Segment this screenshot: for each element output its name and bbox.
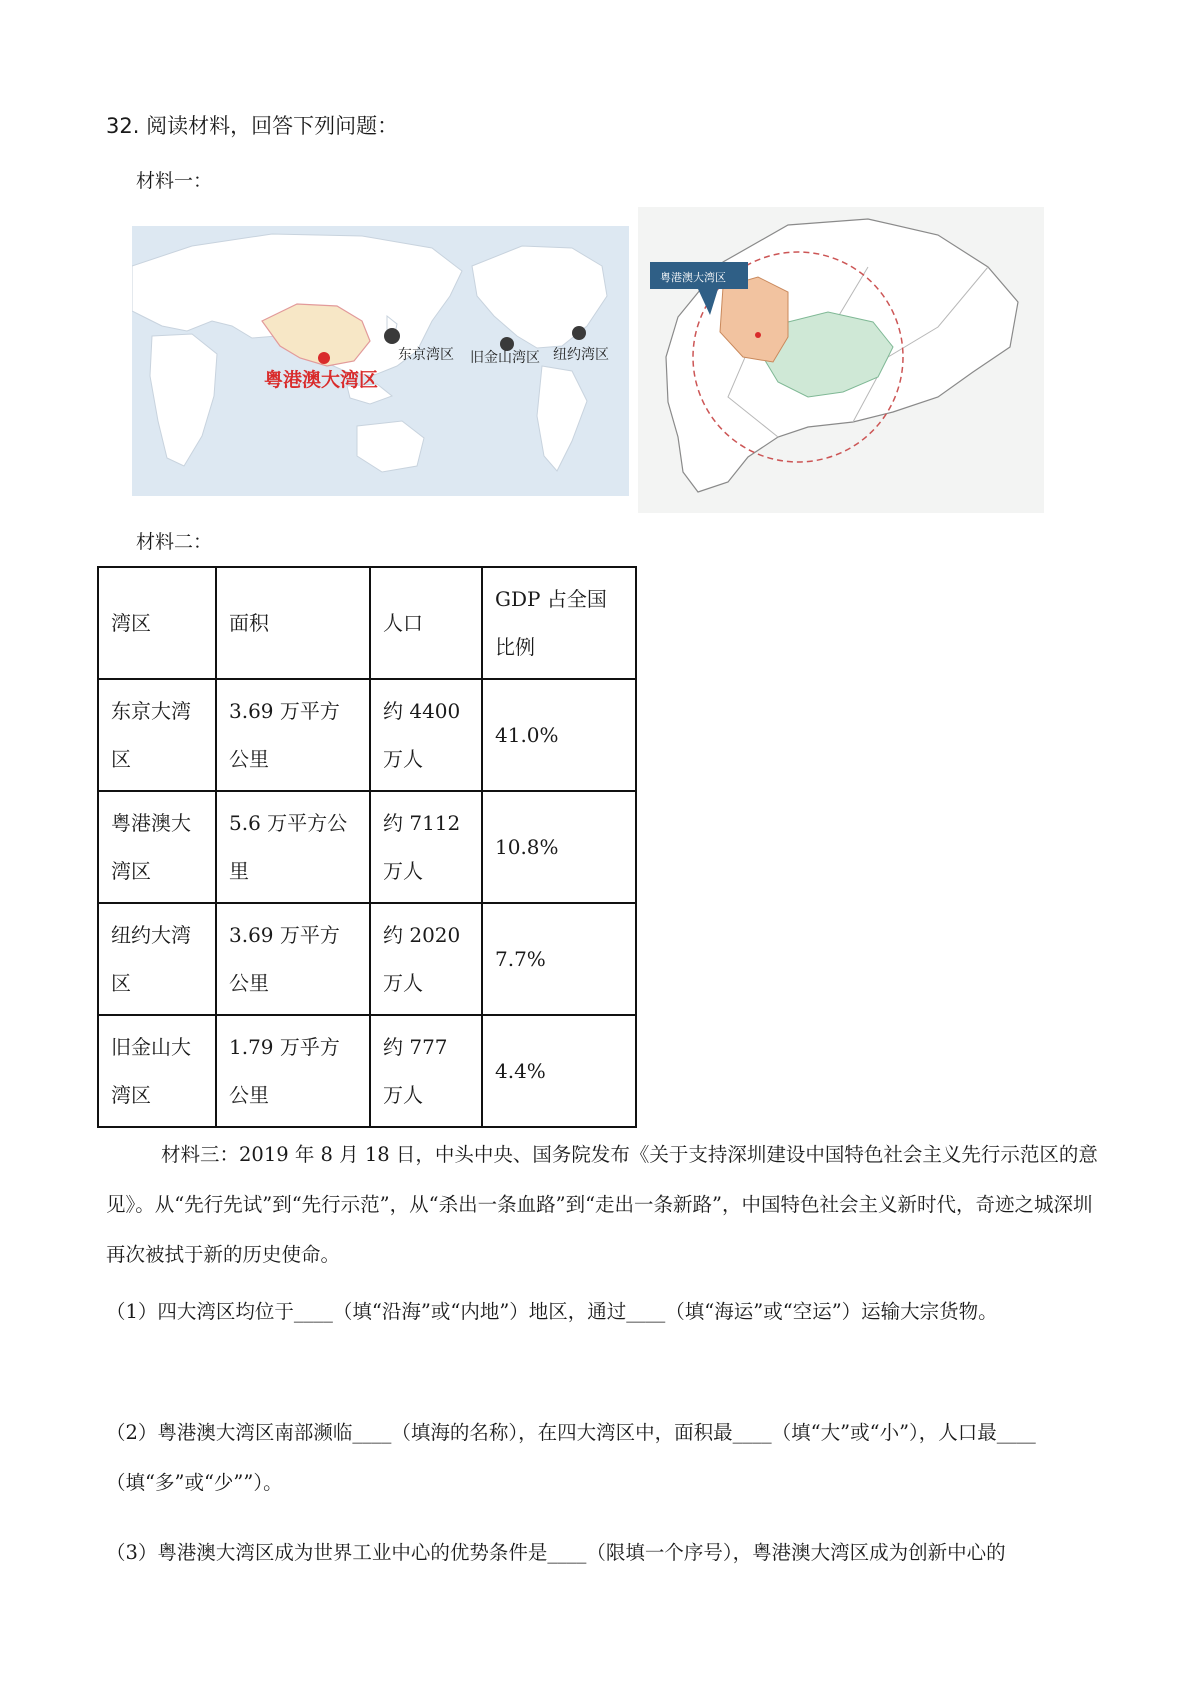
table-row bbox=[98, 1015, 636, 1127]
cell-name: 纽约大湾区 bbox=[98, 903, 216, 1015]
ny-bay-marker bbox=[572, 326, 586, 340]
cell-gdp: 10.8% bbox=[482, 791, 636, 903]
region-map-graphic bbox=[638, 207, 1044, 513]
tokyo-bay-label: 东京湾区 bbox=[398, 347, 454, 363]
cell-name: 粤港澳大湾区 bbox=[98, 791, 216, 903]
callout-label: 粤港澳大湾区 bbox=[660, 271, 726, 284]
table-header-row bbox=[98, 567, 636, 679]
cell-area: 5.6 万平方公里 bbox=[216, 791, 370, 903]
material-3-text: 材料三：2019 年 8 月 18 日，中头中央、国务院发布《关于支持深圳建设中国特色社会主义先行示范区的意见》。从“先行先试”到“先行示范”，从“杀出一条血路”到“走出一条新路”，中国特色社会主义新时代，奇迹之城深圳再次被拭于新的历史使命。 bbox=[106, 1143, 1098, 1266]
tokyo-bay-marker bbox=[384, 328, 400, 344]
cell-area: 3.69 万平方公里 bbox=[216, 903, 370, 1015]
world-map bbox=[132, 226, 629, 506]
material-1-label: 材料一： bbox=[136, 170, 213, 192]
cell-population: 约 7112 万人 bbox=[370, 791, 482, 903]
region-map bbox=[638, 207, 1044, 513]
sf-bay-label: 旧金山湾区 bbox=[470, 350, 540, 366]
cell-name: 旧金山大湾区 bbox=[98, 1015, 216, 1127]
cell-population: 约 777 万人 bbox=[370, 1015, 482, 1127]
header-population: 人口 bbox=[370, 567, 482, 679]
header-gdp: GDP 占全国比例 bbox=[482, 567, 636, 679]
gba-marker bbox=[318, 352, 330, 364]
gba-label: 粤港澳大湾区 bbox=[264, 369, 379, 391]
cell-name: 东京大湾区 bbox=[98, 679, 216, 791]
material-2-label: 材料二： bbox=[136, 531, 213, 553]
question-title: 32. 阅读材料，回答下列问题： bbox=[106, 114, 399, 138]
header-bay: 湾区 bbox=[98, 567, 216, 679]
world-map-graphic bbox=[132, 226, 629, 506]
table-row bbox=[98, 679, 636, 791]
cell-population: 约 4400 万人 bbox=[370, 679, 482, 791]
cell-gdp: 7.7% bbox=[482, 903, 636, 1015]
cell-population: 约 2020 万人 bbox=[370, 903, 482, 1015]
bay-area-table bbox=[97, 566, 637, 1128]
cell-gdp: 41.0% bbox=[482, 679, 636, 791]
question-1: （1）四大湾区均位于____（填“沿海”或“内地”）地区，通过____（填“海运”或“空运”）运输大宗货物。 bbox=[106, 1300, 998, 1323]
ny-bay-label: 纽约湾区 bbox=[553, 347, 609, 363]
cell-gdp: 4.4% bbox=[482, 1015, 636, 1127]
question-2: （2）粤港澳大湾区南部濒临____（填海的名称），在四大湾区中，面积最____（填“大”或“小”），人口最____（填“多”或“少””）。 bbox=[106, 1421, 1036, 1494]
sf-bay-marker bbox=[500, 337, 514, 351]
table-row bbox=[98, 903, 636, 1015]
header-area: 面积 bbox=[216, 567, 370, 679]
cell-area: 3.69 万平方公里 bbox=[216, 679, 370, 791]
cell-area: 1.79 万乎方公里 bbox=[216, 1015, 370, 1127]
table-row bbox=[98, 791, 636, 903]
question-3: （3）粤港澳大湾区成为世界工业中心的优势条件是____（限填一个序号），粤港澳大湾区成为创新中心的 bbox=[106, 1541, 1006, 1564]
